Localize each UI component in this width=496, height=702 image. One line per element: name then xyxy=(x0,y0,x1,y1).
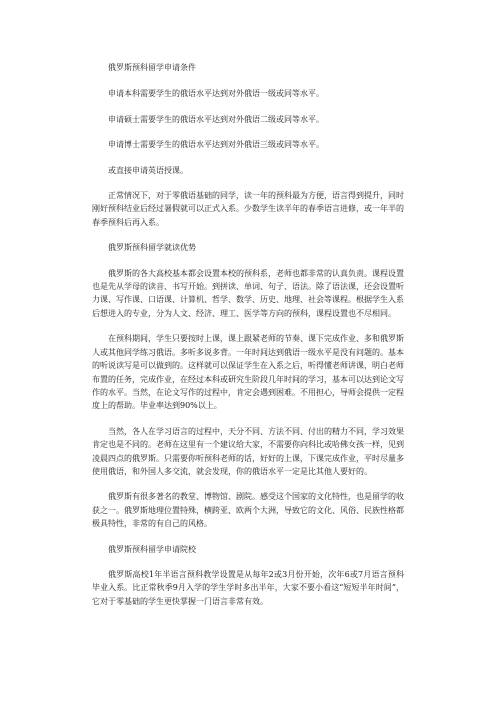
para-phd-requirement: 申请博士需要学生的俄语水平达到对外俄语三级或同等水平。 xyxy=(108,140,324,150)
heading-study-advantages: 俄罗斯预科留学就读优势 xyxy=(108,243,196,253)
para-prep-period: 在预科期间，学生只要按时上课，课上跟紧老师的节奏、课下完成作业、多和俄罗斯人或其他同学练习俄语。多听多说多背。一年时间达到俄语一级水平是没有问题的。基本的听说读写是可以做到的。这样就可以保证学生在入系之后，听得懂老师讲课，明白老师布置的任务，完成作业，在经过本科或研究生阶段几年时间的学习，基本可以达到论文写作的水平。当然，在论文写作的过程中，肯定会遇到困难。不用担心，导师会提供一定程度上的帮助。毕业率达到90%以上。 xyxy=(92,334,404,411)
para-master-requirement: 申请硕士需要学生的俄语水平达到对外俄语二级或同等水平。 xyxy=(108,114,324,124)
document-page xyxy=(92,61,404,608)
para-normal-situation: 正常情况下，对于零俄语基础的同学，读一年的预科最为方便，语言得到提升，同时刚好预科结业后经过暑假就可以正式入系。少数学生读半年的春季语言进修，或一年半的春季预科后再入系。 xyxy=(92,191,404,227)
heading-application-requirements: 俄罗斯预科留学申请条件 xyxy=(108,63,196,72)
para-english-option: 或直接申请英语授课。 xyxy=(108,165,188,175)
heading-application-schools: 俄罗斯预科留学申请院校 xyxy=(108,544,196,554)
para-bachelor-requirement: 申请本科需要学生的俄语水平达到对外俄语一级或同等水平。 xyxy=(108,89,324,99)
para-learning-differences: 当然，各人在学习语言的过程中，天分不同、方法不同、付出的精力不同，学习效果肯定也是不同的。老师在这里有一个建议给大家，不需要你向科比或哈佛女孩一样，见到凌晨四点的俄罗斯。只需要你听预科老师的话，好好的上课，下课完成作业，平时尽量多使用俄语，和外国人多交流，就会发现，你的俄语水平一定是比其他人要好的。 xyxy=(92,426,404,476)
para-university-prep: 俄罗斯的各大高校基本都会设置本校的预科系，老师也都非常的认真负责。课程设置也是先从学母的读音、书写开始。到拼读、单词、句子、语法。除了语法课，还会设置听力课、写作课、口语课、计算机、哲学、数学、历史、地理、社会等课程。根据学生入系后想进入的专业，分为人文、经济、理工、医学等方向的预科，课程设置也不尽相同。 xyxy=(92,268,404,318)
para-culture: 俄罗斯有很多著名的教堂、博物馆、剧院。感受这个国家的文化特性，也是留学的收获之一。俄罗斯地理位置特殊，横跨亚、欧两个大洲，导致它的文化、风俗、民族性格都极具特性，非常的有自己的风格。 xyxy=(92,492,404,529)
para-prep-schedule: 俄罗斯高校1年半语言预科教学设置是从每年2或3月份开始，次年6或7月语言预科毕业入系。比正常秋季9月入学的学生学时多出半年，大家不要小看这“短短半年时间”，它对于零基础的学生更快掌握一门语言非常有效。 xyxy=(92,569,404,606)
